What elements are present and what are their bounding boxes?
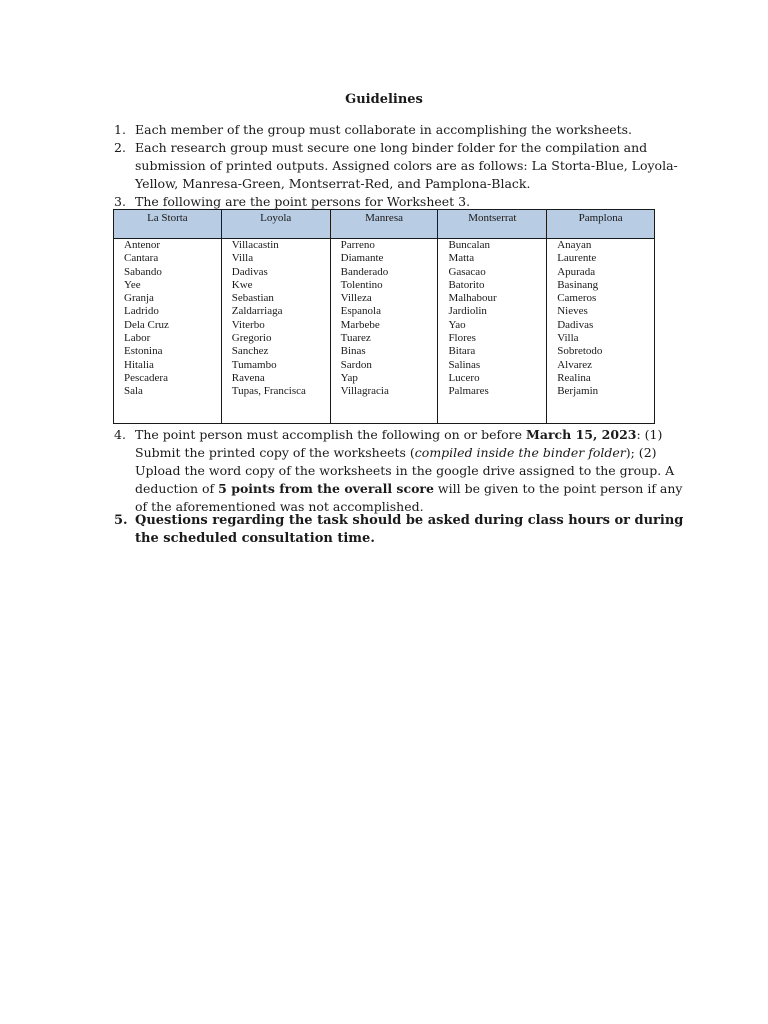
penalty-text: 5 points from the overall score (218, 481, 434, 496)
point-person-name: Matta (448, 252, 475, 265)
point-persons-table (113, 209, 655, 424)
item-number: 5. (114, 513, 128, 528)
point-person-name: Zaldarriaga (231, 305, 283, 318)
text-run: Submit the printed copy of the worksheets ( (135, 445, 415, 460)
point-person-name: Sebastian (231, 292, 274, 305)
point-person-name: Labor (124, 332, 151, 345)
item-number: 3. (114, 194, 126, 209)
point-person-name: Alvarez (557, 358, 593, 371)
point-person-name: Sabando (124, 265, 162, 278)
point-person-name: Sobretodo (557, 345, 603, 358)
item-text-line: Yellow, Manresa-Green, Montserrat-Red, and Pamplona-Black. (135, 176, 531, 191)
point-person-name: Yao (448, 318, 466, 331)
item-text-line: submission of printed outputs. Assigned colors are as follows: La Storta-Blue, Loyola- (135, 158, 678, 173)
point-person-name: Ladrido (124, 305, 159, 318)
item-text-line: Each member of the group must collaborate in accomplishing the worksheets. (135, 122, 633, 137)
deadline-date: March 15, 2023 (526, 427, 637, 442)
item-text-line: Each research group must secure one long binder folder for the compilation and (135, 140, 648, 155)
names-cell-la-storta (114, 239, 222, 424)
point-person-name: Bitara (448, 345, 476, 358)
point-person-name: Villeza (340, 292, 372, 305)
column-header-pamplona: Pamplona (547, 210, 655, 239)
point-person-name: Nieves (557, 305, 588, 318)
point-person-name: Granja (124, 292, 154, 305)
document-title: Guidelines (345, 92, 423, 107)
item-text-line (135, 444, 683, 462)
point-person-name: Villa (557, 332, 579, 345)
point-person-name: Dela Cruz (124, 318, 169, 331)
item-number: 1. (114, 122, 126, 137)
column-header-la-storta: La Storta (114, 210, 222, 239)
point-person-name: Villagracia (340, 385, 389, 398)
item-text-line: Upload the word copy of the worksheets in the google drive assigned to the group. A (135, 463, 675, 478)
item-text-line: The following are the point persons for Worksheet 3. (135, 194, 471, 209)
point-person-name: Marbebe (340, 318, 380, 331)
text-run: ); (2) (625, 445, 657, 460)
item-text-line: the scheduled consultation time. (135, 531, 375, 546)
point-person-name: Kwe (231, 278, 253, 291)
point-person-name: Yap (340, 371, 358, 384)
point-person-name: Estonina (124, 345, 163, 358)
point-person-name: Gregorio (231, 332, 272, 345)
point-person-name: Villacastin (231, 239, 279, 251)
point-person-name: Buncalan (448, 239, 490, 251)
point-person-name: Batorito (448, 278, 485, 291)
names-cell-pamplona (547, 239, 655, 424)
point-person-name: Espanola (340, 305, 381, 318)
column-header-montserrat: Montserrat (438, 210, 547, 239)
point-person-name: Jardiolin (448, 305, 487, 318)
text-run: deduction of (135, 481, 219, 496)
point-person-name: Cantara (124, 252, 159, 265)
point-person-name: Gasacao (448, 265, 486, 278)
column-header-manresa: Manresa (330, 210, 438, 239)
point-person-name: Palmares (448, 385, 489, 398)
table-header-row (114, 210, 655, 239)
point-person-name: Sardon (340, 358, 372, 371)
point-person-name: Flores (448, 332, 476, 345)
point-person-name: Tuarez (340, 332, 371, 345)
point-person-name: Cameros (557, 292, 597, 305)
point-person-name: Dadivas (231, 265, 268, 278)
point-person-name: Antenor (124, 239, 161, 251)
italic-note: compiled inside the binder folder (414, 445, 626, 460)
point-person-name: Malhabour (448, 292, 497, 305)
text-run: will be given to the point person if any (433, 481, 683, 496)
point-person-name: Tupas, Francisca (231, 385, 306, 398)
point-person-name: Salinas (448, 358, 481, 371)
point-person-name: Hitalia (124, 358, 154, 371)
item-text-line (135, 480, 683, 498)
point-person-name: Tumambo (231, 358, 277, 371)
point-person-name: Villa (231, 252, 254, 265)
text-run: : (1) (636, 427, 663, 442)
text-run: The point person must accomplish the following on or before (135, 427, 527, 442)
names-cell-manresa (330, 239, 438, 424)
point-person-name: Tolentino (340, 278, 383, 291)
point-person-name: Apurada (557, 265, 596, 278)
point-person-name: Laurente (557, 252, 597, 265)
item-number: 2. (114, 140, 126, 155)
item-number: 4. (114, 427, 126, 442)
point-person-name: Yee (124, 278, 141, 291)
point-person-name: Realina (557, 371, 591, 384)
names-cell-montserrat (438, 239, 547, 424)
point-person-name: Pescadera (124, 371, 168, 384)
point-person-name: Lucero (448, 371, 480, 384)
table-row (114, 239, 655, 424)
point-person-name: Parreno (340, 239, 375, 251)
point-person-name: Binas (340, 345, 366, 358)
point-person-name: Ravena (231, 371, 265, 384)
item-text-line: of the aforementioned was not accomplished. (135, 499, 424, 514)
names-cell-loyola (221, 239, 330, 424)
item-text-line (135, 426, 683, 444)
point-person-name: Banderado (340, 265, 389, 278)
point-person-name: Sanchez (231, 345, 269, 358)
item-text-line: Questions regarding the task should be asked during class hours or during (135, 513, 684, 528)
point-person-name: Diamante (340, 252, 384, 265)
point-person-name: Viterbo (231, 318, 265, 331)
point-person-name: Basinang (557, 278, 599, 291)
point-person-name: Dadivas (557, 318, 594, 331)
point-person-name: Berjamin (557, 385, 599, 398)
point-person-name: Anayan (557, 239, 592, 251)
point-person-name: Sala (124, 385, 143, 398)
column-header-loyola: Loyola (221, 210, 330, 239)
